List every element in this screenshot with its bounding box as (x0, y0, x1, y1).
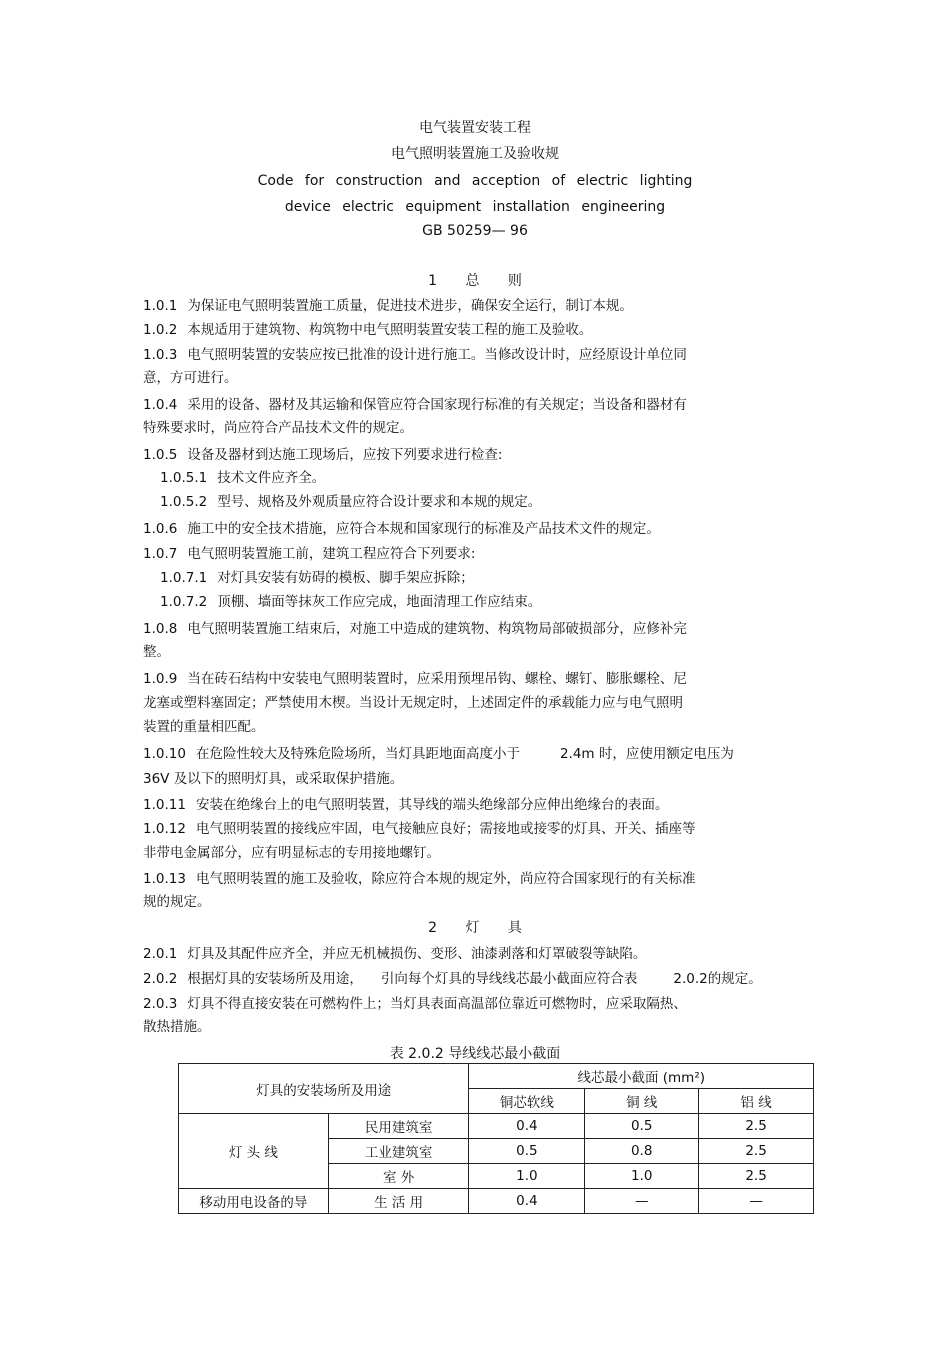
clause: 1.0.7 电气照明装置施工前，建筑工程应符合下列要求: (143, 546, 476, 562)
clause-continuation: 装置的重量相匹配。 (143, 719, 265, 735)
doc-title-english-2: device electric equipment installation engineering (284, 199, 666, 215)
clause: 1.0.11 安装在绝缘台上的电气照明装置，其导线的端头绝缘部分应伸出绝缘台的表面。 (143, 797, 669, 813)
clause-continuation: 整。 (143, 644, 170, 660)
clause-continuation: 规的规定。 (143, 894, 211, 910)
clause-continuation: 散热措施。 (143, 1019, 211, 1035)
clause: 1.0.5 设备及器材到达施工现场后，应按下列要求进行检查: (143, 447, 503, 463)
table-row (179, 1189, 814, 1214)
place-cell: 室 外 (328, 1164, 469, 1189)
value-cell: 0.8 (585, 1139, 699, 1164)
value-cell: 2.5 (699, 1139, 814, 1164)
section-2-heading: 2 灯 具 (428, 920, 522, 936)
table-header-section: 线芯最小截面 (mm²) (469, 1064, 814, 1089)
doc-title: 电气装置安装工程 (419, 120, 531, 136)
value-cell: 1.0 (469, 1164, 585, 1189)
clause: 1.0.13 电气照明装置的施工及验收，除应符合本规的规定外，尚应符合国家现行的有关标准 (143, 871, 696, 887)
col-header-copper: 铜 线 (585, 1089, 699, 1114)
clause: 1.0.6 施工中的安全技术措施，应符合本规和国家现行的标准及产品技术文件的规定。 (143, 521, 660, 537)
doc-code: GB 50259— 96 (422, 223, 528, 239)
value-cell: 0.5 (585, 1114, 699, 1139)
clause: 1.0.2 本规适用于建筑物、构筑物中电气照明装置安装工程的施工及验收。 (143, 322, 593, 338)
place-cell: 工业建筑室 (328, 1139, 469, 1164)
clause-continuation: 龙塞或塑料塞固定；严禁使用木楔。当设计无规定时，上述固定件的承载能力应与电气照明 (143, 695, 683, 711)
sub-clause: 1.0.5.1 技术文件应齐全。 (160, 470, 326, 486)
group-label: 移动用电设备的导 (179, 1189, 329, 1214)
clause-continuation: 意，方可进行。 (143, 370, 238, 386)
sub-clause: 1.0.7.2 顶棚、墙面等抹灰工作应完成，地面清理工作应结束。 (160, 594, 542, 610)
place-cell: 生 活 用 (328, 1189, 469, 1214)
clause: 1.0.3 电气照明装置的安装应按已批准的设计进行施工。当修改设计时，应经原设计单位同 (143, 347, 687, 363)
clause: 1.0.1 为保证电气照明装置施工质量，促进技术进步，确保安全运行，制订本规。 (143, 298, 633, 314)
clause-continuation: 非带电金属部分，应有明显标志的专用接地螺钉。 (143, 845, 440, 861)
value-cell: 0.5 (469, 1139, 585, 1164)
doc-subtitle: 电气照明装置施工及验收规 (391, 146, 559, 162)
clause: 1.0.10 在危险性较大及特殊危险场所，当灯具距地面高度小于 2.4m 时，应使用额定电压为 (143, 746, 734, 762)
clause: 2.0.1 灯具及其配件应齐全，并应无机械损伤、变形、油漆剥落和灯罩破裂等缺陷。 (143, 946, 647, 962)
sub-clause: 1.0.5.2 型号、规格及外观质量应符合设计要求和本规的规定。 (160, 494, 542, 510)
clause-continuation: 36V 及以下的照明灯具，或采取保护措施。 (143, 771, 404, 787)
clause: 2.0.2 根据灯具的安装场所及用途， 引向每个灯具的导线线芯最小截面应符合表 2.0.2的规定。 (143, 971, 762, 987)
value-cell: 0.4 (469, 1189, 585, 1214)
value-cell: — (699, 1189, 814, 1214)
clause: 2.0.3 灯具不得直接安装在可燃构件上；当灯具表面高温部位靠近可燃物时，应采取隔热、 (143, 996, 687, 1012)
table-caption: 表 2.0.2 导线线芯最小截面 (389, 1046, 561, 1062)
value-cell: — (585, 1189, 699, 1214)
value-cell: 1.0 (585, 1164, 699, 1189)
value-cell: 2.5 (699, 1164, 814, 1189)
min-cross-section-table (178, 1063, 814, 1214)
doc-title-english-1: Code for construction and acception of electric lighting (257, 173, 693, 189)
col-header-aluminum: 铝 线 (699, 1089, 814, 1114)
col-header-copper-flex: 铜芯软线 (469, 1089, 585, 1114)
table-row (179, 1114, 814, 1139)
place-cell: 民用建筑室 (328, 1114, 469, 1139)
section-1-heading: 1 总 则 (428, 273, 522, 289)
clause: 1.0.9 当在砖石结构中安装电气照明装置时，应采用预埋吊钩、螺栓、螺钉、膨胀螺栓、尼 (143, 671, 687, 687)
sub-clause: 1.0.7.1 对灯具安装有妨碍的模板、脚手架应拆除； (160, 570, 474, 586)
group-label: 灯 头 线 (179, 1114, 329, 1189)
clause: 1.0.8 电气照明装置施工结束后，对施工中造成的建筑物、构筑物局部破损部分，应修补完 (143, 621, 687, 637)
clause: 1.0.12 电气照明装置的接线应牢固，电气接触应良好；需接地或接零的灯具、开关、插座等 (143, 821, 696, 837)
clause: 1.0.4 采用的设备、器材及其运输和保管应符合国家现行标准的有关规定；当设备和器材有 (143, 397, 687, 413)
value-cell: 2.5 (699, 1114, 814, 1139)
value-cell: 0.4 (469, 1114, 585, 1139)
table-header-place: 灯具的安装场所及用途 (179, 1064, 469, 1114)
clause-continuation: 特殊要求时，尚应符合产品技术文件的规定。 (143, 420, 413, 436)
